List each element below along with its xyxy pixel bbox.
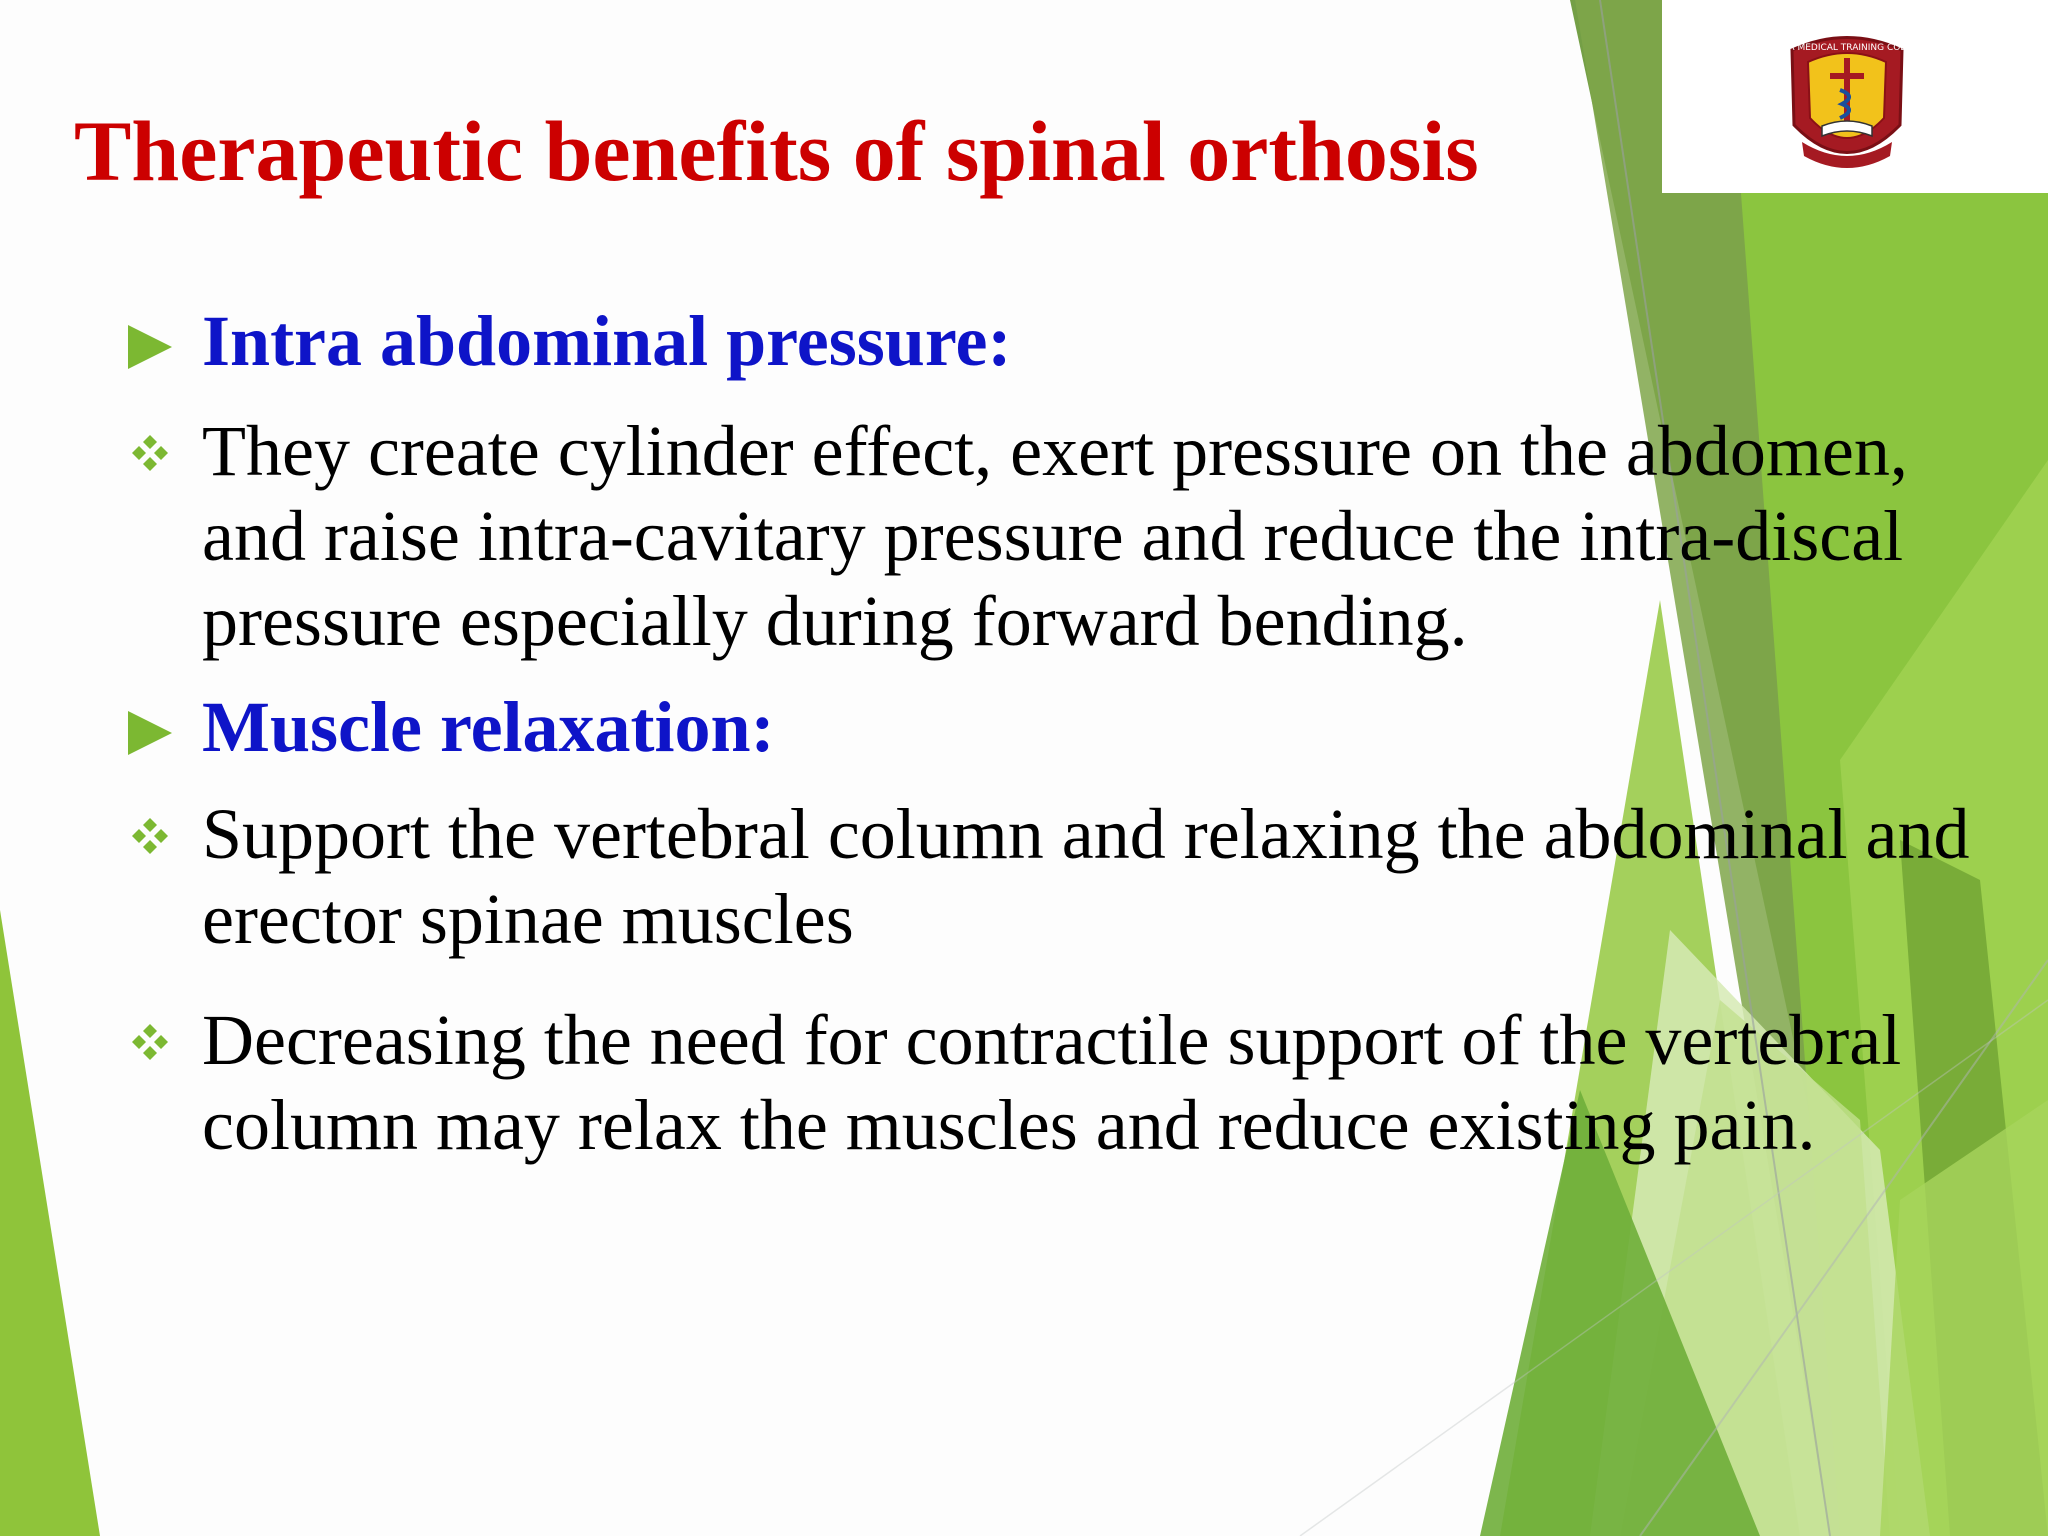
item-text: Support the vertebral column and relaxing the abdominal and erector spinae muscles [202, 794, 1970, 960]
svg-text:KENYA MEDICAL TRAINING COLLEGE: KENYA MEDICAL TRAINING COLLEGE [1765, 43, 1929, 53]
diamond-bullet-icon [128, 1020, 172, 1064]
item-text: They create cylinder effect, exert pressure on the abdomen, and raise intra-cavitary pressure and reduce the intra-discal pressure especially during forward bending. [202, 410, 1908, 661]
kenya-medical-training-college-crest-icon [1765, 30, 1929, 180]
item-text: Decreasing the need for contractile support of the vertebral column may relax the muscles and reduce existing pain. [202, 1000, 1902, 1166]
list-item [126, 998, 1986, 1168]
heading-text: Intra abdominal pressure: [202, 301, 1012, 381]
list-heading [126, 300, 1986, 383]
diamond-bullet-icon [128, 431, 172, 475]
heading-text: Muscle relaxation: [202, 686, 775, 767]
list-heading [126, 686, 1986, 769]
list-item [126, 792, 1986, 962]
diamond-bullet-icon [128, 814, 172, 858]
triangle-bullet-icon [128, 711, 172, 755]
bullet-list [126, 300, 1986, 1168]
slide-title: Therapeutic benefits of spinal orthosis [74, 103, 1479, 199]
list-item [126, 409, 1986, 664]
triangle-bullet-icon [128, 325, 172, 369]
